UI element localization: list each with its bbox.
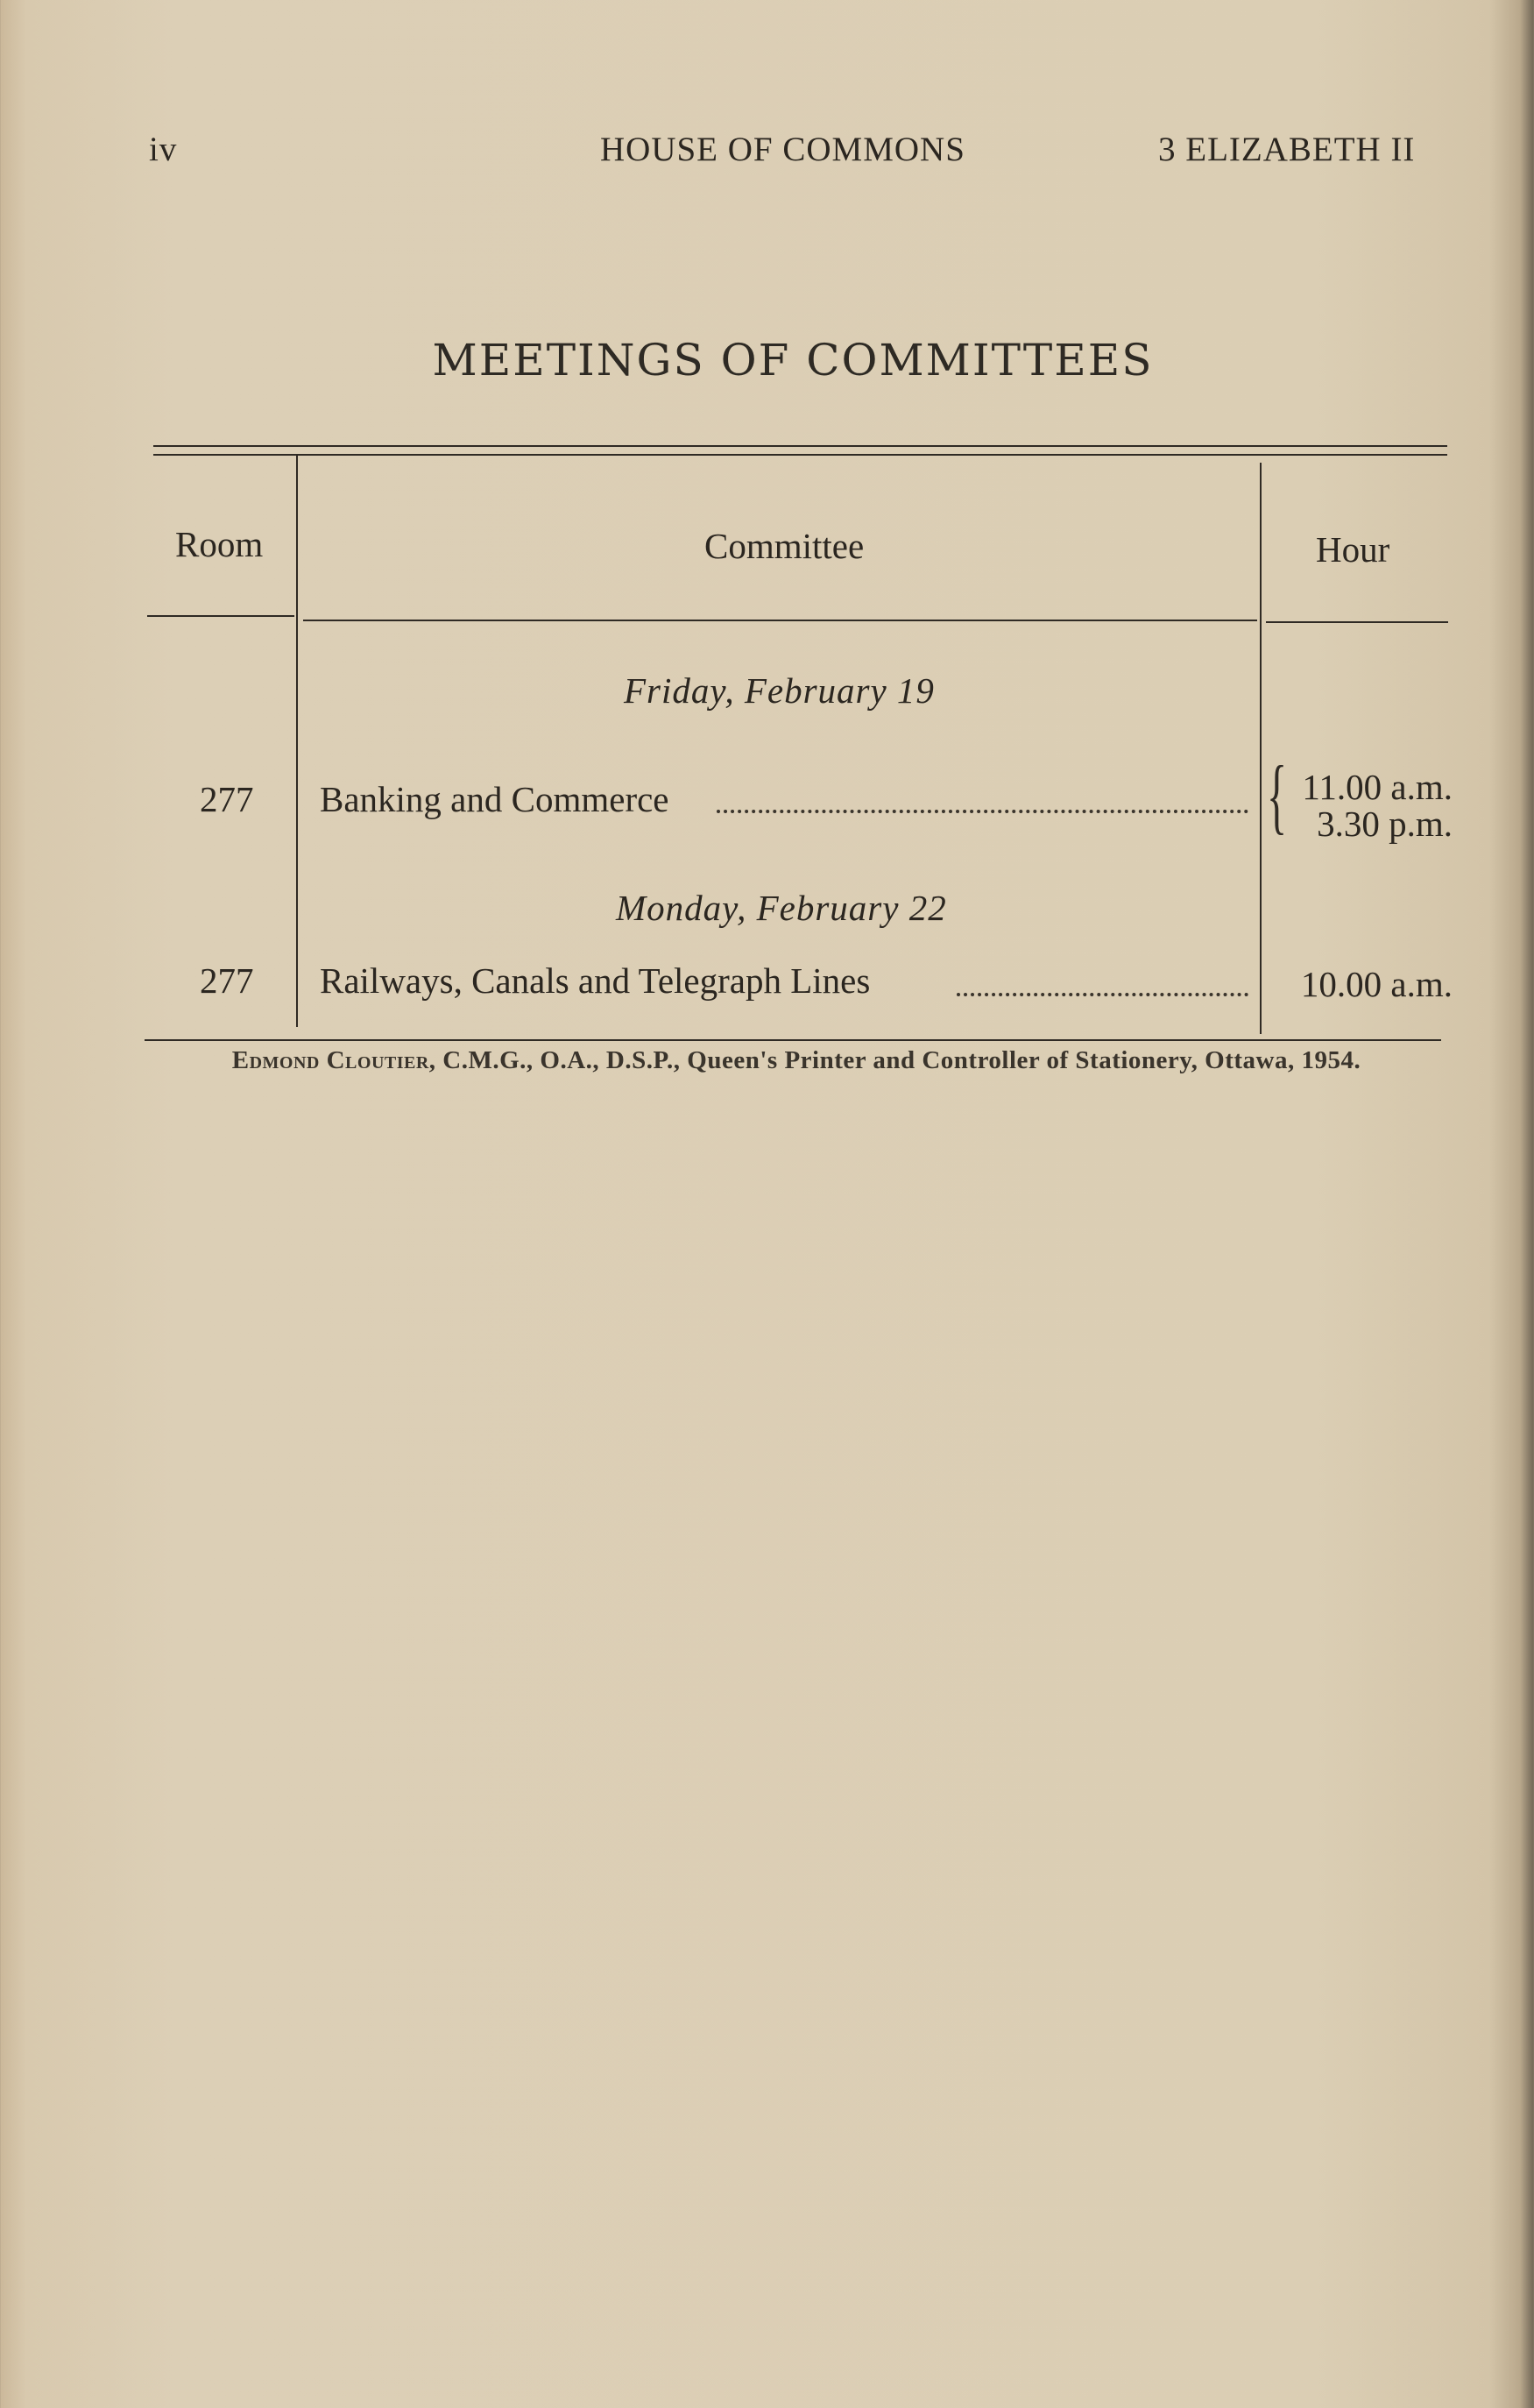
printer-name: Edmond Cloutier	[231, 1046, 429, 1074]
table-top-rule	[153, 445, 1447, 447]
day-heading: Friday, February 19	[624, 670, 935, 711]
printer-credentials: , C.M.G., O.A., D.S.P., Queen's Printer and Controller of Stationery, Ottawa, 1954.	[428, 1046, 1361, 1074]
column-header-committee: Committee	[704, 526, 865, 566]
table-top-rule-inner	[153, 454, 1447, 456]
meeting-hour: 10.00 a.m.	[1300, 964, 1453, 1004]
room-number: 277	[200, 960, 254, 1001]
meeting-hour: 11.00 a.m.	[1302, 767, 1453, 807]
column-header-room: Room	[175, 524, 264, 564]
column-divider-hour	[1260, 463, 1262, 1034]
dot-leader	[717, 810, 1248, 813]
column-divider-room	[296, 456, 298, 1027]
running-head-regnal-year: 3 ELIZABETH II	[1158, 131, 1416, 168]
committee-name: Banking and Commerce	[320, 779, 669, 819]
header-underline-committee	[303, 620, 1257, 621]
room-number: 277	[200, 779, 254, 819]
page-number: iv	[149, 131, 178, 168]
committee-name: Railways, Canals and Telegraph Lines	[320, 960, 871, 1001]
table-bottom-rule	[145, 1039, 1441, 1041]
hour-brace: {	[1267, 748, 1288, 842]
header-underline-hour	[1266, 621, 1448, 623]
page-title: MEETINGS OF COMMITTEES	[432, 335, 1154, 386]
meeting-hour: 3.30 p.m.	[1317, 804, 1453, 844]
header-underline-room	[147, 615, 294, 617]
dot-leader	[957, 993, 1248, 996]
day-heading: Monday, February 22	[616, 888, 947, 928]
running-head-title: HOUSE OF COMMONS	[600, 131, 965, 168]
printer-imprint	[0, 1046, 1534, 1075]
column-header-hour: Hour	[1316, 529, 1390, 570]
